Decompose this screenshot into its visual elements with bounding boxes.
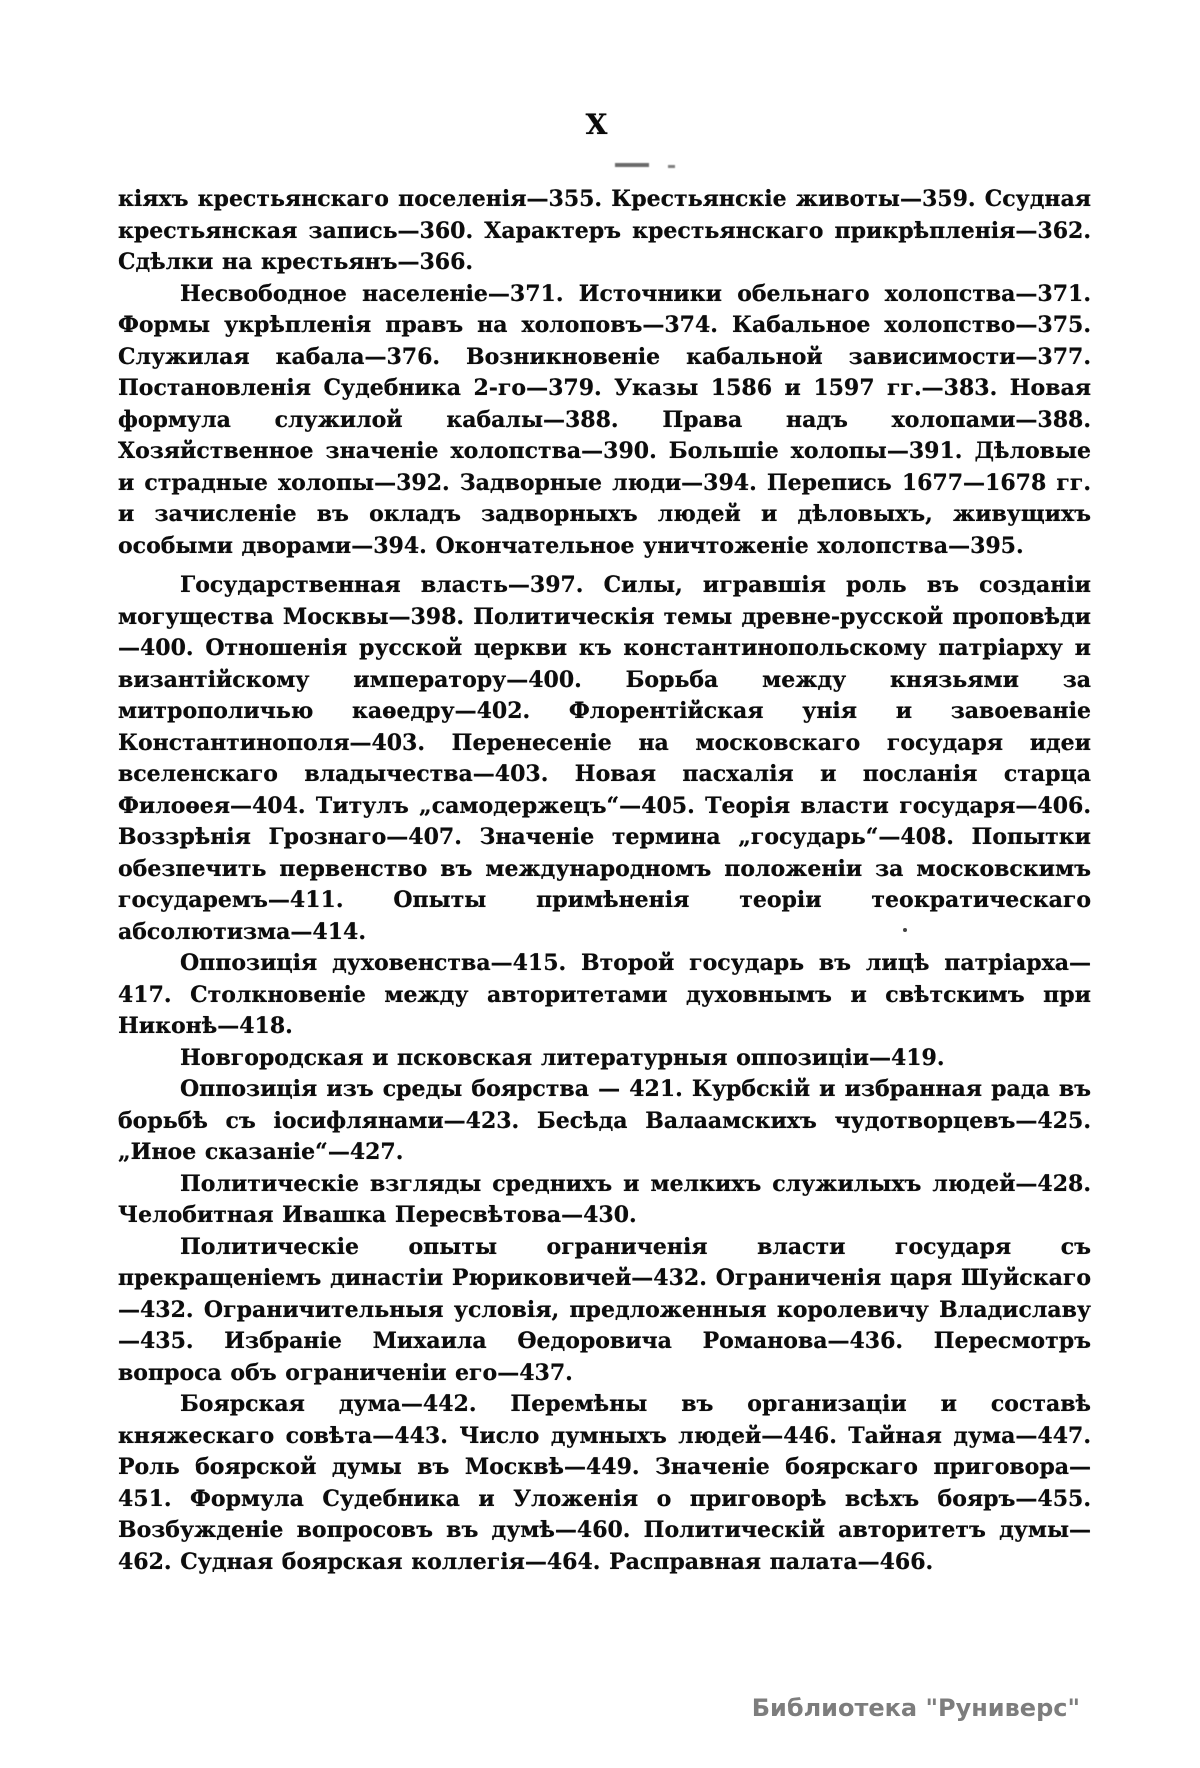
toc-paragraph-state-power: Государственная власть—397. Силы, игравшія роль въ созданіи могущества Москвы—398. Политическія темы древне-русской проповѣди—400. Отношенія русской церкви къ константинопольскому патріарху и византійскому императору—400. Борьба между князьями за митрополичью каѳедру—402. Флорентійская унія и завоеваніе Константинополя—403. Перенесеніе на московскаго государя идеи вселенскаго владычества—403. Новая пасхалія и посланія старца Филоѳея—404. Титулъ „самодержецъ“—405. Теорія власти государя—406. Воззрѣнія Грознаго—407. Значеніе термина „государь“—408. Попытки обезпечить первенство въ международномъ положеніи за московскимъ государемъ—411. Опыты примѣненія теоріи теократическаго абсолютизма—414. bbox=[118, 572, 1091, 945]
library-watermark: Библиотека "Руниверс" bbox=[751, 1694, 1080, 1722]
toc-paragraph-boyar-opposition: Оппозиція изъ среды боярства — 421. Курбскій и избранная рада въ борьбѣ съ іосифлянами—423. Бесѣда Валаамскихъ чудотворцевъ—425. „Иное сказаніе“—427. bbox=[118, 1076, 1091, 1165]
toc-paragraph-continuation: кіяхъ крестьянскаго поселенія—355. Крестьянскіе животы—359. Ссудная крестьянская запись—360. Характеръ крестьянскаго прикрѣпленія—362. Сдѣлки на крестьянъ—366. bbox=[118, 186, 1091, 275]
toc-paragraph-unfree-population: Несвободное населеніе—371. Источники обельнаго холопства—371. Формы укрѣпленія правъ на холоповъ—374. Кабальное холопство—375. Служилая кабала—376. Возникновеніе кабальной зависимости—377. Постановленія Судебника 2-го—379. Указы 1586 и 1597 гг.—383. Новая формула служилой кабалы—388. Права надъ холопами—388. Хозяйственное значеніе холопства—390. Большіе холопы—391. Дѣловые и страдные холопы—392. Задворные люди—394. Перепись 1677—1678 гг. и зачисленіе въ окладъ задворныхъ людей и дѣловыхъ, живущихъ особыми дворами—394. Окончательное уничтоженіе холопства—395. bbox=[118, 280, 1091, 559]
page-number: X bbox=[585, 108, 609, 141]
table-of-contents bbox=[118, 184, 1091, 1578]
toc-paragraph-clergy-opposition: Оппозиція духовенства—415. Второй государь въ лицѣ патріарха—417. Столкновеніе между авторитетами духовнымъ и свѣтскимъ при Никонѣ—418. bbox=[118, 950, 1091, 1039]
toc-paragraph-novgorod-pskov: Новгородская и псковская литературныя оппозиціи—419. bbox=[180, 1044, 945, 1071]
toc-paragraph-boyar-duma: Боярская дума—442. Перемѣны въ организаціи и составѣ княжескаго совѣта—443. Число думныхъ людей—446. Тайная дума—447. Роль боярской думы въ Москвѣ—449. Значеніе боярскаго приговора—451. Формула Судебника и Уложенія о приговорѣ всѣхъ бояръ—455. Возбужденіе вопросовъ въ думѣ—460. Политическій авторитетъ думы—462. Судная боярская коллегія—464. Расправная палата—466. bbox=[118, 1391, 1091, 1575]
toc-paragraph-power-limitation: Политическіе опыты ограниченія власти государя съ прекращеніемъ династіи Рюриковичей—432. Ограниченія царя Шуйскаго—432. Ограничительныя условія, предложенныя королевичу Владиславу—435. Избраніе Михаила Ѳедоровича Романова—436. Пересмотръ вопроса объ ограниченіи его—437. bbox=[118, 1233, 1091, 1386]
toc-paragraph-service-people-views: Политическіе взгляды среднихъ и мелкихъ служилыхъ людей—428. Челобитная Ивашка Пересвѣтова—430. bbox=[118, 1170, 1091, 1228]
scan-smudge-dash bbox=[615, 163, 649, 167]
scan-smudge-dot bbox=[668, 165, 675, 168]
